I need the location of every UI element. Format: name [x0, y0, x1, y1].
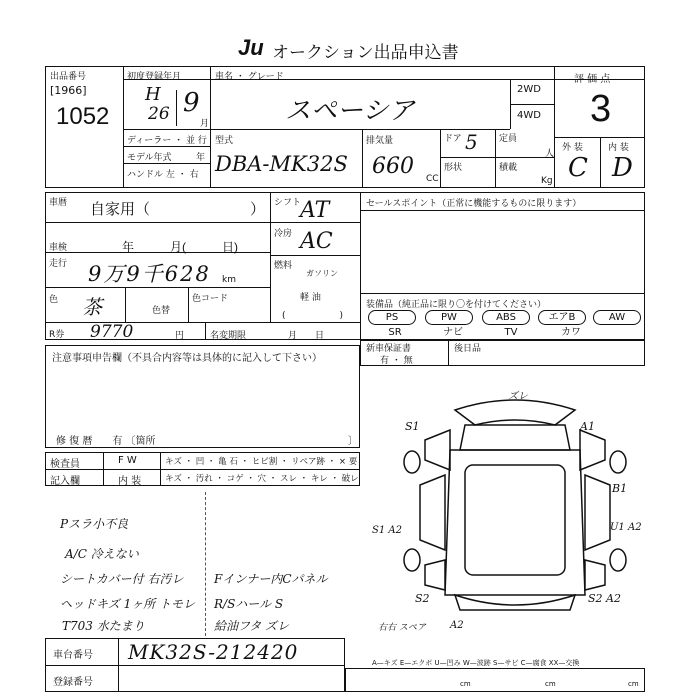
doors-value: 5: [465, 130, 478, 154]
note-line: Pスラ小不良: [60, 517, 129, 531]
equipment-item: SR: [388, 327, 402, 338]
reg-year: 26: [148, 104, 170, 124]
fuel-diesel: 軽 油: [300, 293, 321, 303]
lot-number: 1052: [56, 103, 110, 130]
name-change-date: 月 日: [288, 331, 325, 341]
load-label: 積載: [499, 163, 518, 173]
reg-month: 9: [183, 88, 200, 118]
color-value: 茶: [82, 295, 102, 319]
equipment-item: AW: [593, 310, 641, 325]
recycle-value: 9770: [90, 322, 134, 342]
doors-label: ドア: [444, 134, 462, 144]
model-year-unit: 年: [196, 153, 206, 163]
displacement-value: 660: [372, 154, 414, 179]
dealer-label: ディーラー ・ 並 行: [127, 136, 207, 146]
mark-s1-a2: S1 A2: [372, 525, 402, 536]
reg-label: 初度登録年月: [127, 72, 182, 82]
dim-l: cm: [460, 680, 471, 688]
shift-label: シフト: [274, 198, 302, 208]
shape-label: 形状: [444, 163, 463, 173]
mark-s1-left: S1: [405, 420, 420, 433]
fuel-other: ( ): [282, 311, 344, 321]
inspection-date: 年 月( 日): [122, 240, 238, 254]
dims-block: [345, 668, 645, 692]
mark-b1: B1: [612, 482, 628, 495]
dim-w: cm: [545, 680, 556, 688]
check-interior: 内 装: [118, 476, 142, 487]
equipment-label: 装備品（純正品に限り〇を付けてください）: [366, 300, 547, 310]
check-fw: F W: [118, 455, 137, 466]
fuel-gasoline: ガソリン: [306, 269, 338, 278]
lot-sub: [1966]: [50, 84, 87, 97]
equipment-item: カワ: [561, 327, 581, 338]
color-change: 色替: [152, 306, 171, 316]
note-line: Fインナー内Cパネル: [214, 572, 328, 586]
chassis-value: MK32S-212420: [128, 640, 299, 664]
chassis-label: 車台番号: [53, 650, 93, 661]
sales-label: セールスポイント（正常に機能するものに限ります）: [366, 199, 582, 209]
form-title: オークション出品申込書: [272, 43, 459, 62]
int-grade: D: [612, 153, 633, 183]
notes-label: 注意事項申告欄（不具合内容等は具体的に記入して下さい）: [52, 353, 322, 364]
note-line: 給油フタ ズレ: [214, 619, 289, 633]
usage-close: ）: [250, 201, 266, 218]
model-label: 型式: [215, 136, 234, 146]
displacement-label: 排気量: [366, 136, 394, 146]
check-fw-options: キズ ・ 凹 ・ 亀 石 ・ ヒビ割 ・ リペア跡 ・ × 要: [165, 457, 358, 467]
registration-label: 登録番号: [53, 677, 93, 688]
shift-value: AT: [300, 198, 330, 223]
note-line: シートカバー付 右汚レ: [60, 572, 184, 586]
repair-history: 修 復 暦 有 〔箇所: [56, 436, 156, 447]
inspection-label: 車検: [49, 243, 68, 253]
drive-4wd: 4WD: [517, 110, 541, 121]
warranty-label: 新車保証書: [366, 344, 412, 354]
mark-u1-a2: U1 A2: [610, 522, 642, 533]
load-unit: Kg: [541, 176, 553, 186]
check-label-1: 検査員: [50, 459, 80, 470]
equipment-item: TV: [504, 327, 518, 338]
dim-h: cm: [628, 680, 639, 688]
legend: A—キズ E—エクボ U—凹み W—波跡 S—サビ C—腐食 XX—交換: [372, 659, 580, 667]
lot-label: 出品番号: [50, 72, 87, 82]
equipment-item: ABS: [482, 310, 530, 325]
int-label: 内 装: [608, 143, 629, 153]
note-line: T703 水たまり: [62, 619, 145, 633]
grade-value: 3: [590, 88, 612, 130]
drive-2wd: 2WD: [517, 84, 541, 95]
repair-close: 〕: [348, 436, 358, 447]
model-year-label: モデル年式: [127, 153, 172, 163]
after-label: 後日品: [454, 344, 482, 354]
color-label: 色: [49, 295, 59, 305]
note-line: A/C 冷えない: [65, 547, 139, 561]
warranty-options: 有 ・ 無: [380, 356, 413, 366]
color-code-label: 色コード: [192, 294, 229, 304]
name-change-label: 名変期限: [210, 331, 247, 341]
cooling-label: 冷房: [274, 229, 293, 239]
reg-month-unit: 月: [200, 119, 210, 129]
displacement-unit: CC: [426, 174, 439, 184]
mileage-value: 9万9千628: [88, 262, 211, 286]
mark-s2: S2: [415, 592, 430, 605]
spare-note: 右右 スペア: [378, 623, 426, 633]
grade-label: 評 価 点: [574, 74, 611, 85]
reg-era: H: [145, 84, 161, 105]
cooling-value: AC: [300, 229, 333, 254]
ext-label: 外 装: [562, 143, 583, 153]
car-name: スペーシア: [285, 96, 415, 126]
logo: Ju: [238, 35, 264, 60]
handle-label: ハンドル 左 ・ 右: [127, 170, 199, 180]
mark-top: ズレ: [508, 391, 528, 402]
equipment-item: ナビ: [443, 327, 463, 338]
equipment-item: PW: [425, 310, 473, 325]
mark-a2: A2: [450, 620, 464, 631]
capacity-unit: 人: [545, 149, 555, 159]
mileage-unit: km: [222, 275, 236, 285]
capacity-label: 定員: [499, 134, 518, 144]
name-label: 車名 ・ グレード: [215, 72, 284, 82]
usage-label: 車暦: [49, 198, 68, 208]
check-label-2: 記入欄: [50, 476, 80, 487]
note-line: R/Sハール S: [214, 597, 284, 611]
mark-a1: A1: [580, 420, 595, 433]
equipment-item: エアB: [538, 310, 586, 325]
mark-s2-a2: S2 A2: [588, 592, 621, 605]
ext-grade: C: [568, 153, 588, 183]
model-value: DBA-MK32S: [215, 152, 348, 176]
recycle-label: R券: [49, 330, 65, 340]
fuel-label: 燃料: [274, 261, 293, 271]
recycle-yen: 円: [175, 331, 185, 341]
check-interior-options: キズ ・ 汚れ ・ コゲ ・ 穴 ・ スレ ・ キレ ・ 破レ: [165, 474, 359, 484]
equipment-item: PS: [368, 310, 416, 325]
usage-value: 自家用（: [90, 201, 151, 218]
mileage-label: 走行: [49, 259, 68, 269]
note-line: ヘッドキズ 1ヶ所 トモレ: [60, 597, 196, 611]
